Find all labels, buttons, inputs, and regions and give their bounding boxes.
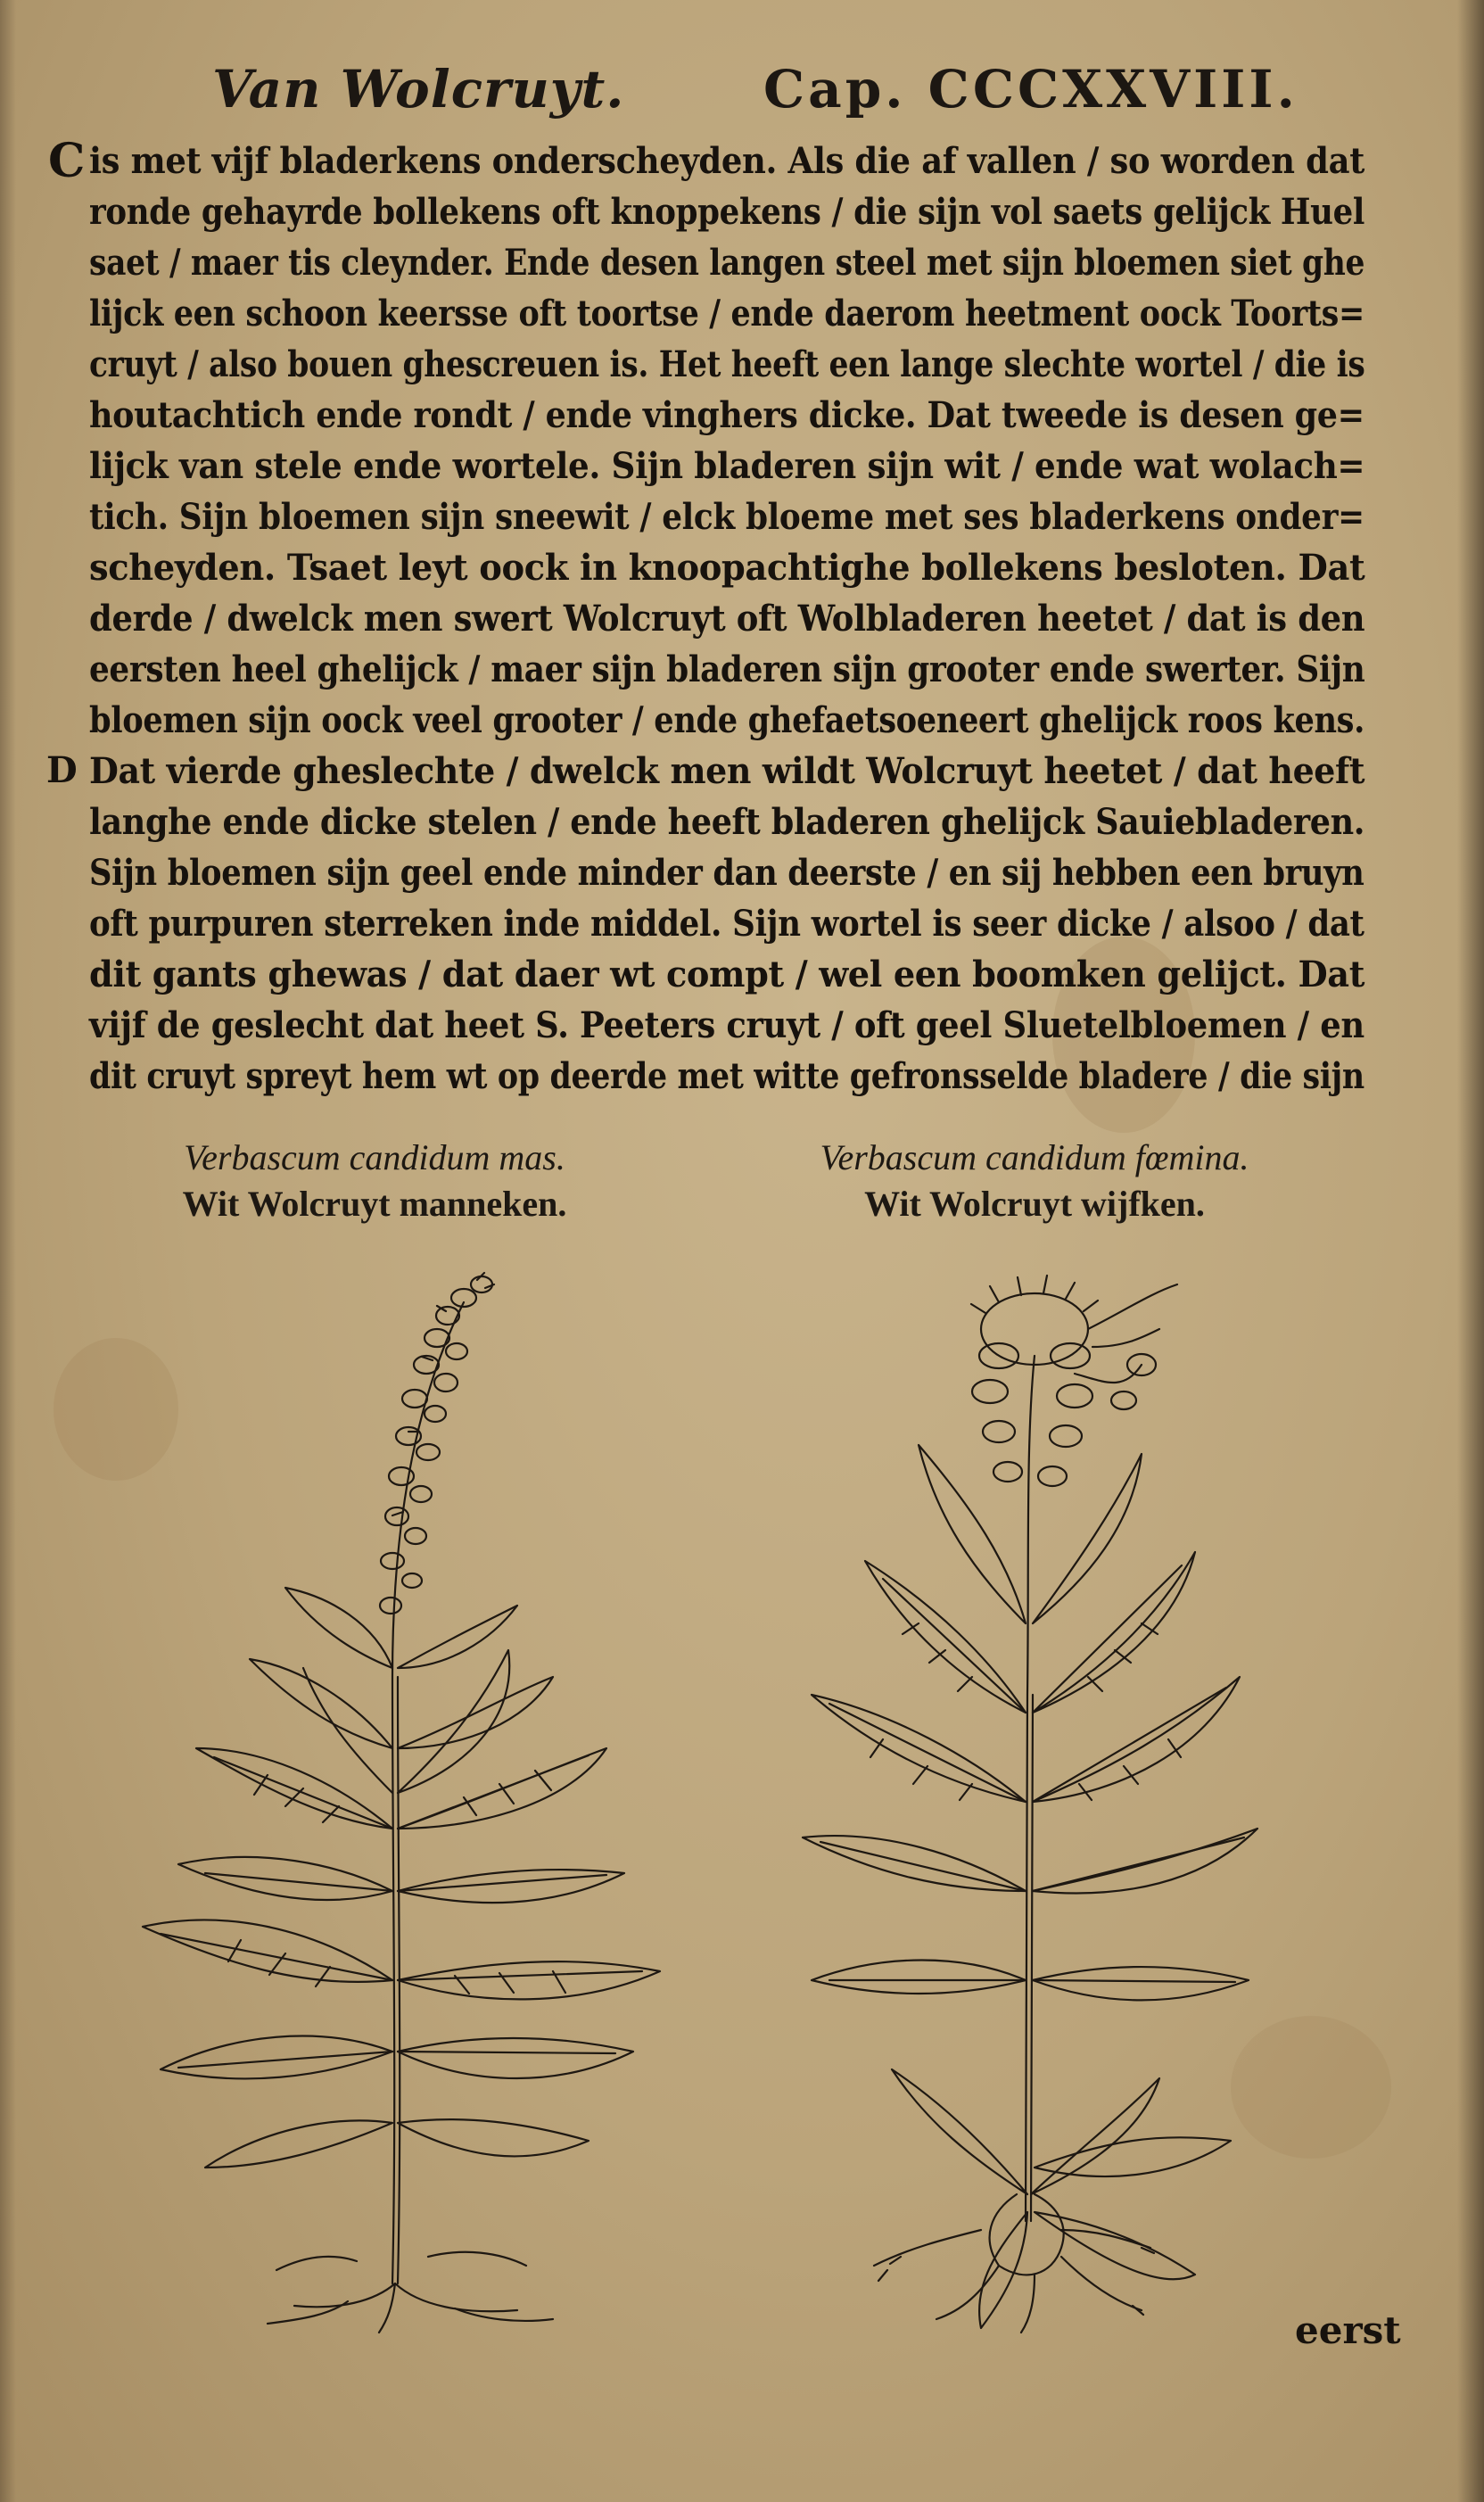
text-line: bloemen sijn oock veel grooter / ende ghefaetsoeneert ghelijck roos kens. [89, 699, 1365, 741]
text-line: derde / dwelck men swert Wolcruyt oft Wolbladeren heetet / dat is den [89, 598, 1365, 640]
margin-letter-d: D [46, 749, 78, 791]
text-line: saet / maer tis cleynder. Ende desen langen steel met sijn bloemen siet ghe [89, 242, 1365, 284]
text-line: dit gants ghewas / dat daer wt compt / wel een boomken gelijct. Dat [89, 954, 1364, 995]
figure-dutch-name: Wit Wolcruyt wijfken. [864, 1184, 1205, 1224]
figure-latin-name: Verbascum candidum mas. [184, 1137, 565, 1177]
woodcut-mullein-female [767, 1249, 1338, 2337]
text-line: vijf de geslecht dat heet S. Peeters cruyt / oft geel Sluetelbloemen / en [89, 1004, 1364, 1046]
margin-letter-c: C [48, 134, 86, 188]
figure-dutch-name: Wit Wolcruyt manneken. [182, 1184, 567, 1224]
page-left-edge-shadow [0, 0, 16, 2502]
text-line: lijck een schoon keersse oft toortse / ende daerom heetment oock Toorts= [89, 293, 1364, 334]
chapter-number: Cap. CCCXXVIII. [763, 59, 1298, 120]
text-line: Sijn bloemen sijn geel ende minder dan deerste / en sij hebben een bruyn [89, 852, 1364, 894]
woodcut-mullein-male [125, 1249, 713, 2337]
text-line: eersten heel ghelijck / maer sijn bladeren sijn grooter ende swerter. Sijn [89, 648, 1365, 690]
text-line: is met vijf bladerkens onderscheyden. Als die af vallen / so worden dat [89, 140, 1364, 182]
page-gutter-shadow [1457, 0, 1484, 2502]
running-title: Van Wolcruyt. [212, 59, 625, 120]
text-line: dit cruyt spreyt hem wt op deerde met witte gefronsselde bladere / die sijn [89, 1055, 1364, 1097]
text-line: cruyt / also bouen ghescreuen is. Het heeft een lange slechte wortel / die is [89, 343, 1365, 385]
page-header [0, 59, 1484, 130]
text-line: ronde gehayrde bollekens oft knoppekens / die sijn vol saets gelijck Huel [89, 191, 1364, 233]
text-line: oft purpuren sterreken inde middel. Sijn wortel is seer dicke / alsoo / dat [89, 903, 1364, 945]
text-line: langhe ende dicke stelen / ende heeft bladeren ghelijck Sauiebladeren. [89, 801, 1365, 843]
text-line: tich. Sijn bloemen sijn sneewit / elck bloeme met ses bladerkens onder= [89, 496, 1364, 538]
figure-latin-name: Verbascum candidum fœmina. [820, 1137, 1249, 1177]
text-line: scheyden. Tsaet leyt oock in knoopachtighe bollekens besloten. Dat [89, 547, 1365, 589]
figure-caption-left [125, 1135, 624, 1227]
figure-caption-right [749, 1135, 1320, 1227]
text-line: lijck van stele ende wortele. Sijn bladeren sijn wit / ende wat wolach= [89, 445, 1365, 487]
text-line: Dat vierde gheslechte / dwelck men wildt Wolcruyt heetet / dat heeft [89, 750, 1365, 792]
catchword: eerst [1295, 2308, 1401, 2352]
text-line: houtachtich ende rondt / ende vinghers dicke. Dat tweede is desen ge= [89, 394, 1364, 436]
body-text [89, 136, 1364, 1102]
